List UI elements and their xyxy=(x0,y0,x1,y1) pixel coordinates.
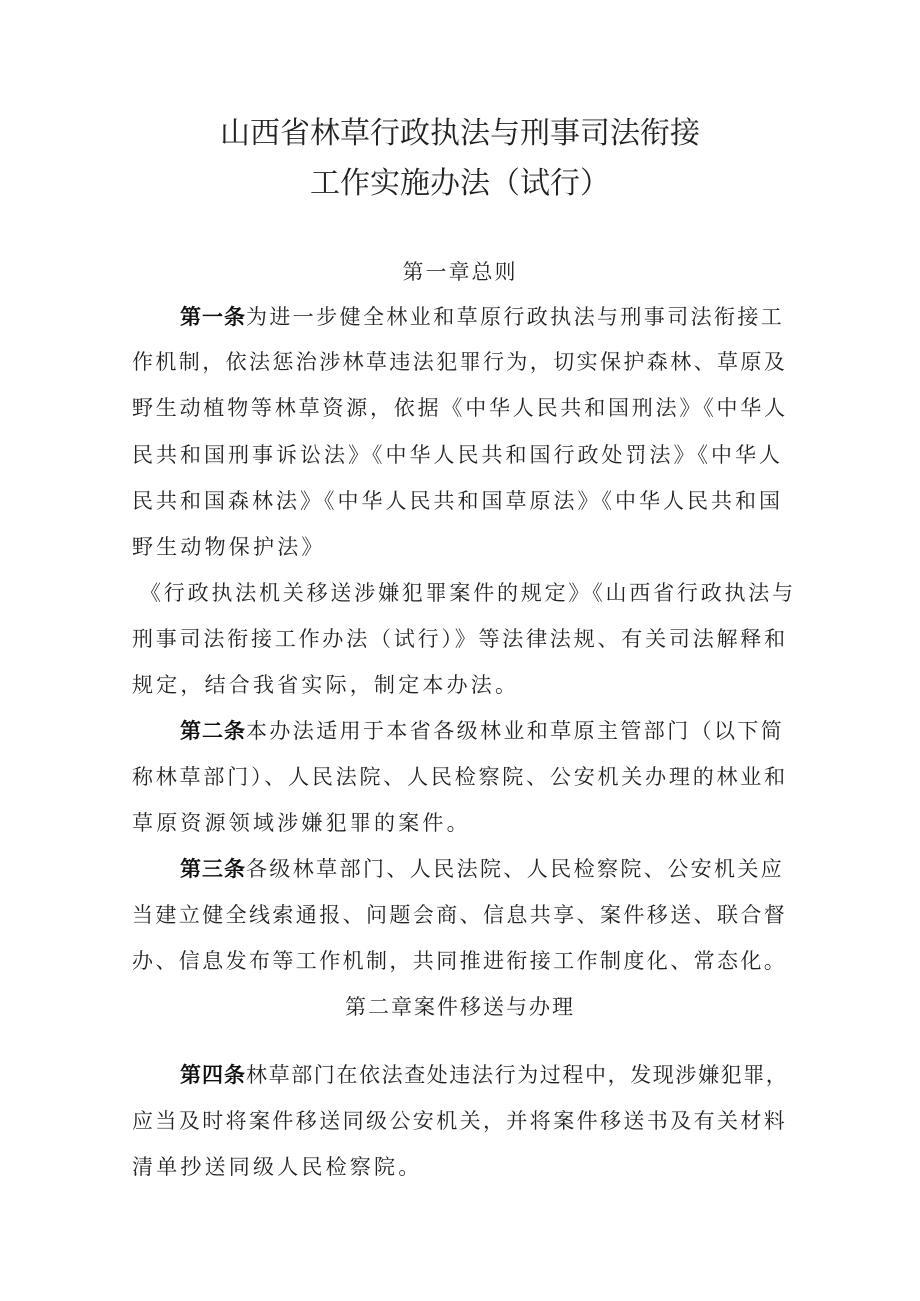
article-3-text: 各级林草部门、人民法院、人民检察院、公安机关应 xyxy=(246,857,785,881)
article-1-line: 规定，结合我省实际，制定本办法。 xyxy=(132,673,520,697)
chapter-2-heading: 第二章案件移送与办理 xyxy=(345,995,575,1019)
article-2-line: 称林草部门）、人民法院、人民检察院、公安机关办理的林业和 xyxy=(132,765,788,789)
article-4-line: 应当及时将案件移送同级公安机关，并将案件移送书及有关材料 xyxy=(132,1109,788,1133)
article-2-text: 本办法适用于本省各级林业和草原主管部门（以下简 xyxy=(246,719,785,743)
article-2-label: 第二条 xyxy=(180,719,246,743)
article-1-label: 第一条 xyxy=(180,305,246,329)
article-3-first-line xyxy=(180,854,788,884)
article-1-line: 刑事司法衔接工作办法（试行）》等法律法规、有关司法解释和 xyxy=(132,627,788,651)
article-1-line: 作机制，依法惩治涉林草违法犯罪行为，切实保护森林、草原及 xyxy=(132,350,788,374)
article-1-line: 野生动植物等林草资源，依据《中华人民共和国刑法》《中华人 xyxy=(132,396,788,420)
article-4-text: 林草部门在依法查处违法行为过程中，发现涉嫌犯罪， xyxy=(246,1063,789,1087)
article-4-first-line xyxy=(180,1060,788,1090)
document-title-line-2: 工作实施办法（试行） xyxy=(310,166,610,201)
article-1-line: 民共和国森林法》《中华人民共和国草原法》《中华人民共和国 xyxy=(132,489,783,513)
article-2-first-line xyxy=(180,716,788,746)
article-1-text: 为进一步健全林业和草原行政执法与刑事司法衔接工 xyxy=(246,305,785,329)
article-3-line: 当建立健全线索通报、问题会商、信息共享、案件移送、联合督 xyxy=(132,903,788,927)
article-3-line: 办、信息发布等工作机制，共同推进衔接工作制度化、常态化。 xyxy=(132,949,788,973)
article-3-label: 第三条 xyxy=(180,857,246,881)
article-1-first-line xyxy=(180,302,788,332)
chapter-1-heading: 第一章总则 xyxy=(402,260,518,284)
document-title-line-1: 山西省林草行政执法与刑事司法衔接 xyxy=(220,116,700,151)
article-2-line: 草原资源领域涉嫌犯罪的案件。 xyxy=(132,811,471,835)
article-4-line: 清单抄送同级人民检察院。 xyxy=(132,1155,423,1179)
article-1-line: 野生动物保护法》 xyxy=(132,535,326,559)
article-1-line: 民共和国刑事诉讼法》《中华人民共和国行政处罚法》《中华人 xyxy=(132,443,783,467)
article-1-line: 《行政执法机关移送涉嫌犯罪案件的规定》《山西省行政执法与 xyxy=(140,581,796,605)
article-4-label: 第四条 xyxy=(180,1063,246,1087)
